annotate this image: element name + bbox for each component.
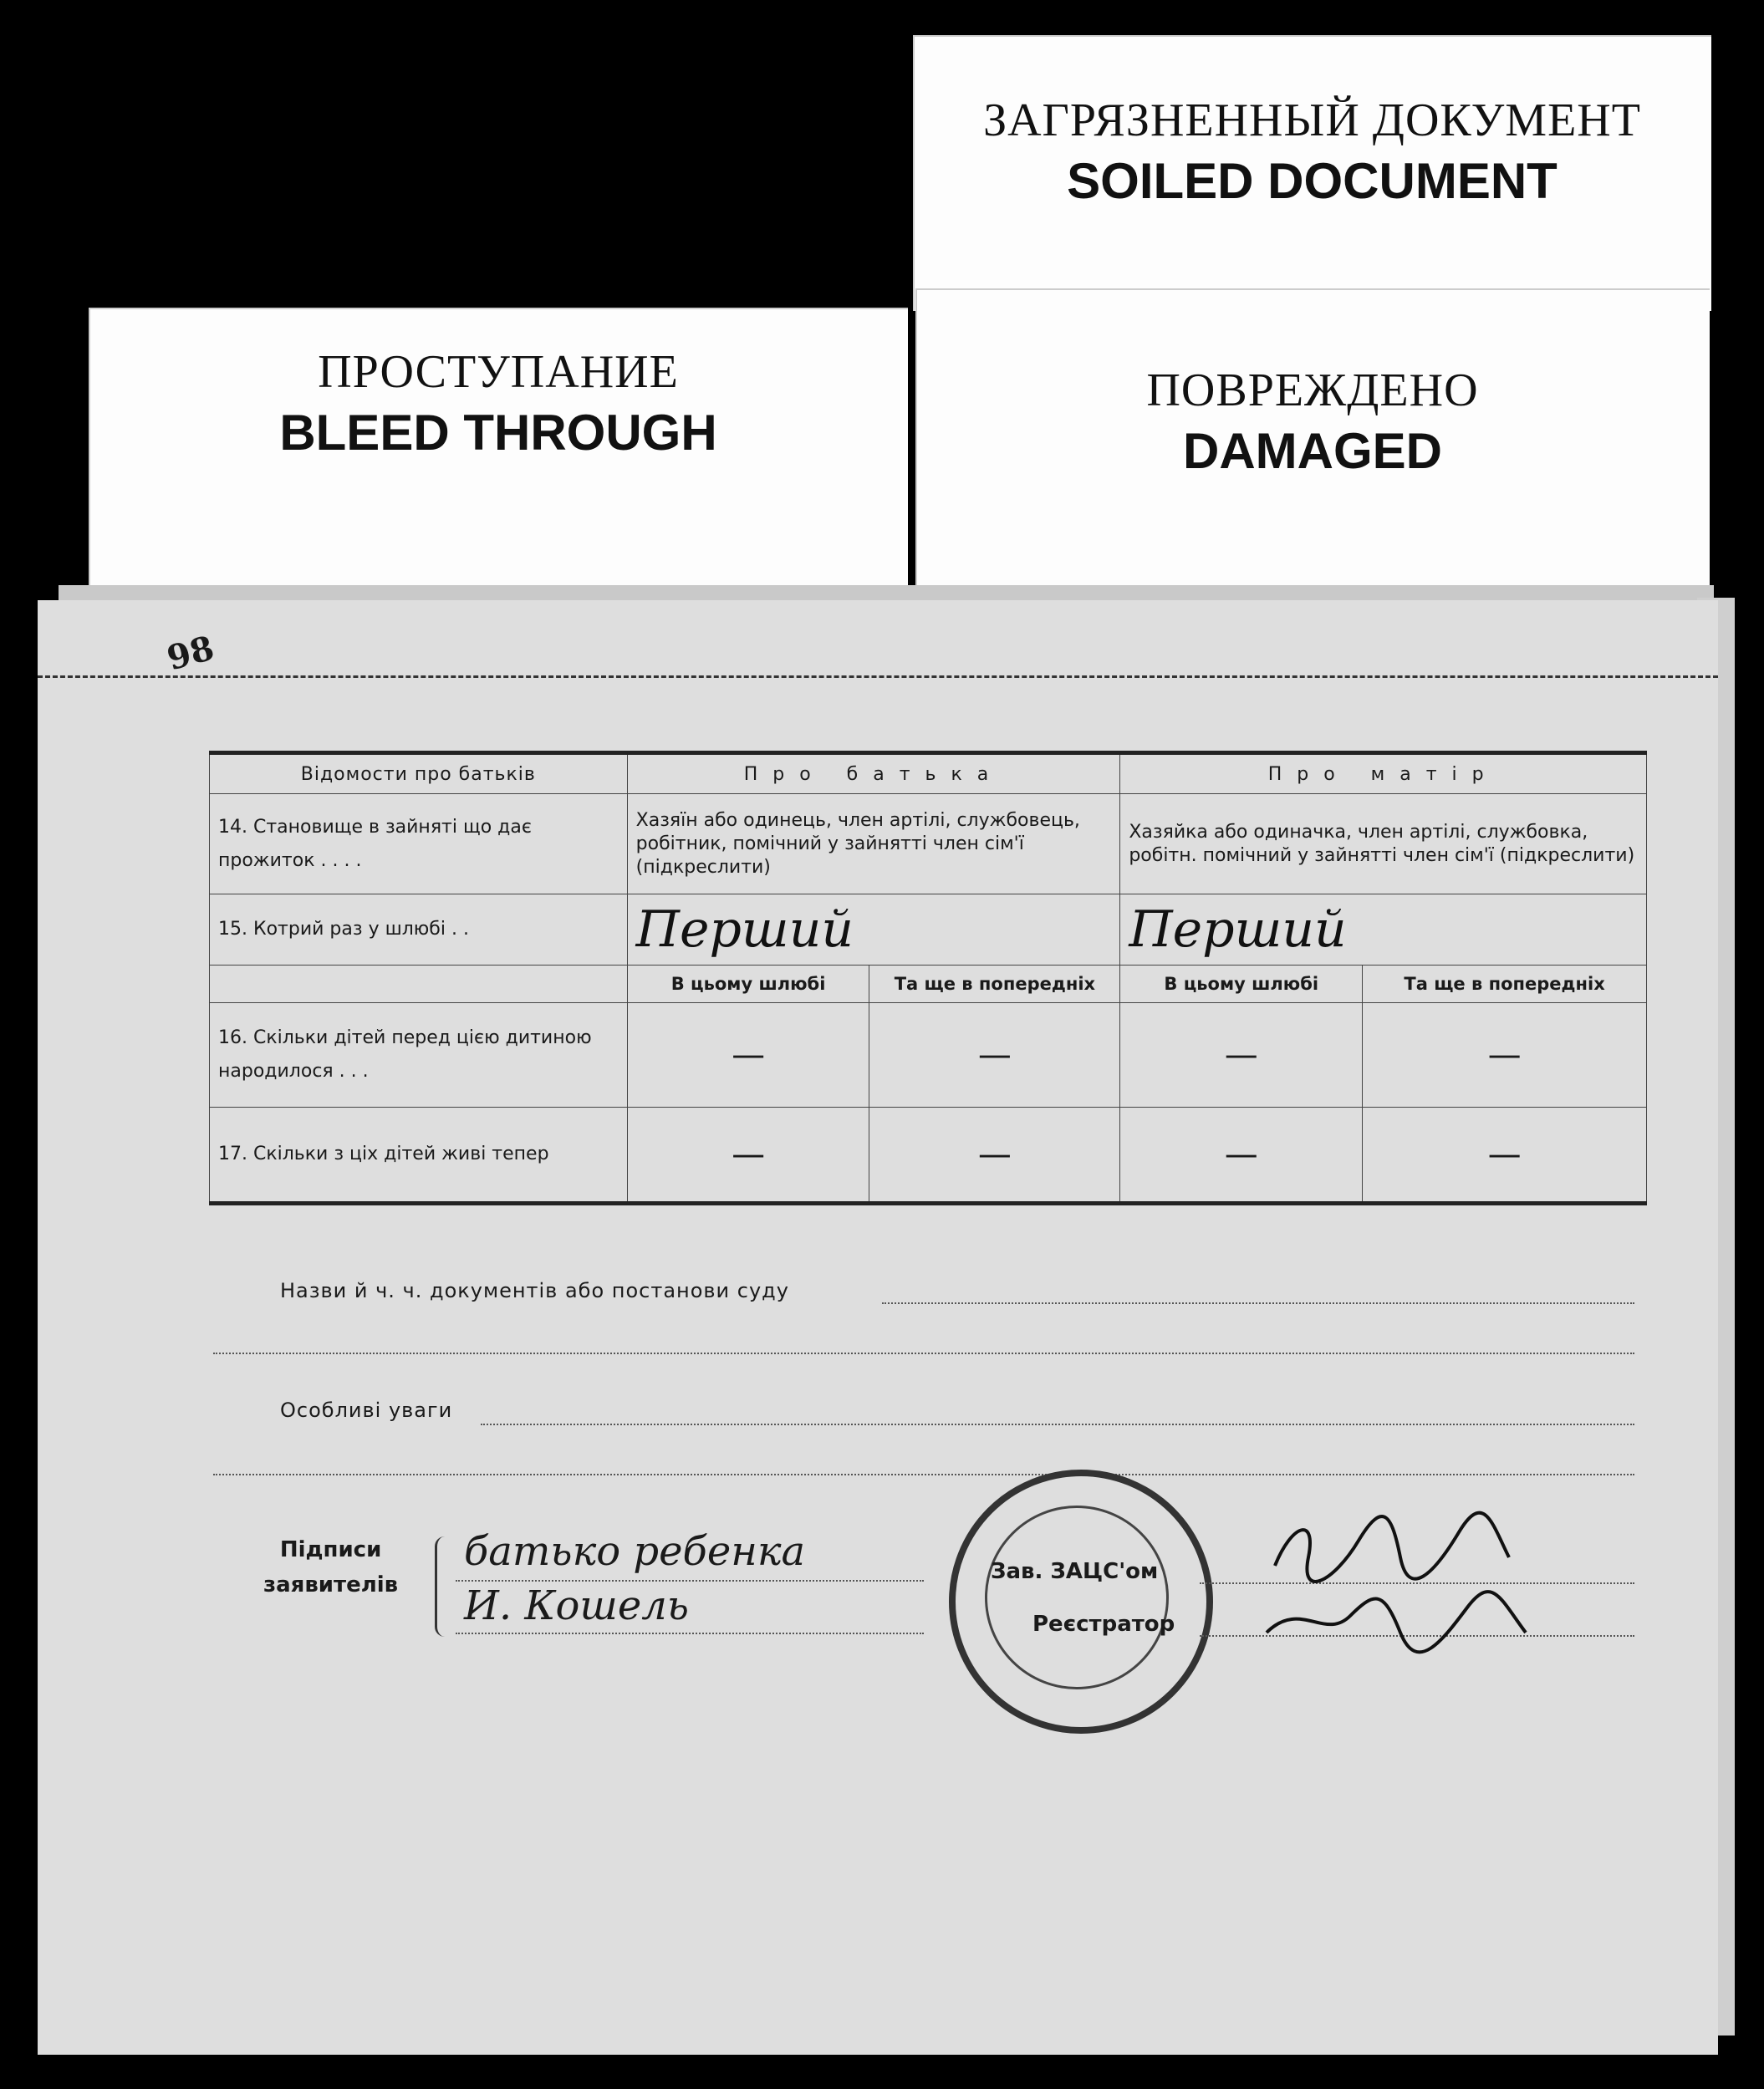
signatures-label-2: заявителів — [263, 1572, 399, 1597]
official-signatures — [1258, 1507, 1559, 1666]
documents-label: Назви й ч. ч. документів або постанови суду — [280, 1279, 789, 1302]
head-label: Зав. ЗАЦС'ом — [991, 1559, 1159, 1584]
signatures-label-1: Підписи — [279, 1537, 382, 1562]
documents-line — [882, 1302, 1634, 1304]
q16-spacer — [210, 966, 628, 1003]
q14-label: 14. Становище в зайняті що дає прожиток . . . . — [210, 794, 628, 894]
damaged-ru: ПОВРЕЖДЕНО — [1146, 364, 1479, 416]
q16-label: 16. Скільки дітей перед цією дитиною народилося . . . — [210, 1003, 628, 1108]
official-stamp — [949, 1470, 1213, 1734]
header-parents-info: Відомости про батьків — [210, 753, 628, 794]
signatures-brace — [435, 1536, 449, 1637]
q14-mother-options: Хазяйка або одиначка, член артілі, службовка, робітн. помічний у зайнятті член сім'ї (підкреслити) — [1120, 794, 1647, 894]
notes-label: Особливі уваги — [280, 1399, 453, 1422]
q14-father-options: Хазяїн або одинець, член артілі, службовець, робітник, помічний у зайнятті член сім'ї (підкреслити) — [627, 794, 1120, 894]
sub-father-this: В цьому шлюбі — [627, 966, 869, 1003]
header-mother: Про матір — [1120, 753, 1647, 794]
q15-mother-value: Перший — [1120, 894, 1647, 966]
bleed-en: BLEED THROUGH — [279, 405, 717, 461]
perforation-line — [38, 675, 1718, 678]
q17-value-4: — — [1363, 1108, 1647, 1204]
signature-line-2 — [456, 1633, 924, 1634]
sub-mother-this: В цьому шлюбі — [1120, 966, 1363, 1003]
damaged-card — [915, 288, 1710, 606]
damaged-en: DAMAGED — [1183, 423, 1442, 479]
bleed-ru: ПРОСТУПАНИЕ — [318, 346, 679, 398]
paper-edge — [59, 585, 1714, 602]
bleed-through-card — [89, 308, 908, 609]
q15-label: 15. Котрий раз у шлюбі . . — [210, 894, 628, 966]
signature-line-1 — [456, 1580, 924, 1582]
signature-1: батько ребенка — [464, 1528, 806, 1575]
soiled-document-card — [913, 35, 1711, 311]
signature-2: И. Кошель — [464, 1582, 689, 1629]
q16-value-1: — — [627, 1003, 869, 1108]
notes-line-2 — [213, 1474, 1634, 1475]
document-sheet — [38, 600, 1718, 2055]
q16-value-2: — — [869, 1003, 1120, 1108]
q17-value-1: — — [627, 1108, 869, 1204]
page-number: 98 — [162, 628, 218, 679]
header-father: Про батька — [627, 753, 1120, 794]
signatures-label — [263, 1532, 398, 1602]
documents-line-2 — [213, 1353, 1634, 1354]
parents-info-table — [209, 751, 1647, 1205]
q17-value-2: — — [869, 1108, 1120, 1204]
q16-value-4: — — [1363, 1003, 1647, 1108]
q15-father-value: Перший — [627, 894, 1120, 966]
soiled-ru: ЗАГРЯЗНЕННЫЙ ДОКУМЕНТ — [983, 94, 1641, 146]
notes-line — [481, 1424, 1634, 1425]
official-stamp-inner — [985, 1506, 1169, 1689]
q16-value-3: — — [1120, 1003, 1363, 1108]
q17-label: 17. Скільки з ціх дітей живі тепер — [210, 1108, 628, 1204]
q17-value-3: — — [1120, 1108, 1363, 1204]
soiled-en: SOILED DOCUMENT — [1067, 153, 1558, 209]
sub-father-prev: Та ще в попередніх — [869, 966, 1120, 1003]
registrar-label: Реєстратор — [1032, 1612, 1175, 1637]
sub-mother-prev: Та ще в попередніх — [1363, 966, 1647, 1003]
